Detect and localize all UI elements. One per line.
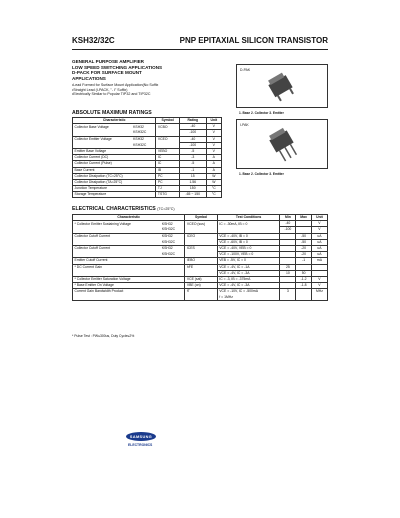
table-header-row: Characteristic Symbol Test Conditions Min Max Unit	[73, 215, 328, 221]
table-row: VCE = -4V, IC = -3A 10 50	[73, 270, 328, 276]
table-row: Collector Current (DC) IC -3 A	[73, 155, 222, 161]
table-row: Storage Temperature TSTG -65 ~ 150 °C	[73, 192, 222, 198]
table-row: Base Current IB -1 A	[73, 167, 222, 173]
samsung-logo	[126, 432, 156, 441]
table-row: Collector Base Voltage KSH32 VCBO -40 V	[73, 124, 222, 130]
table-row: * Collector Emitter Sustaining Voltage KSH32 VCEO (sus) IC = -30mA, IB = 0 -40 V	[73, 221, 328, 227]
ipak-package-box	[236, 119, 328, 176]
abs-max-title: ABSOLUTE MAXIMUM RATINGS	[72, 110, 152, 116]
feature-item: • Straight Lead (I-PACK, "- I" Suffix)	[72, 88, 232, 93]
table-row: KSH32C -100 V	[73, 142, 222, 148]
abs-max-table	[72, 117, 222, 198]
table-row: KSH32C VCE = -60V, IB = 0 -50 uA	[73, 239, 328, 245]
elec-title-note: (TC=25°C)	[157, 207, 175, 211]
table-row: Emitter Cutoff Current IEBO VEB = -5V, IC = 0 -1 mA	[73, 258, 328, 264]
table-header-row: Characteristic Symbol Rating Unit	[73, 118, 222, 124]
feature-item: • Lead Formed for Surface Mount Application(No Suffix	[72, 83, 232, 88]
table-row: * Base Emitter On Voltage VBE (on) VCE = -4V, IC = -3A -1.8 V	[73, 283, 328, 289]
table-row: Collector Current (Pulse) IC -5 A	[73, 161, 222, 167]
features-heading: GENERAL PURPOSE AMPLIFIER LOW SPEED SWITCHING APPLICATIONS D-PACK FOR SURFACE MOUNT APPLICATIONS	[72, 59, 163, 81]
dpak-pin-caption: 1. Base 2. Collector 3. Emitter	[239, 111, 284, 115]
ipak-pin-caption: 1. Base 2. Collector 3. Emitter	[239, 172, 284, 176]
header-rule	[72, 49, 328, 50]
feature-item: • Electrically Similar to Popular TIP32 and TIP32C	[72, 92, 232, 97]
ipak-label: I-PAK	[240, 123, 249, 127]
pulse-test-footnote: * Pulse Test : PW≤300us, Duty Cycle≤2%	[72, 334, 134, 338]
table-row: KSH32C -100 V	[73, 130, 222, 136]
dpak-package-box	[236, 64, 328, 115]
elec-title: ELECTRICAL CHARACTERISTICS (TC=25°C)	[72, 206, 175, 212]
table-row: KSH32C -100 V	[73, 227, 328, 233]
table-row: * Collector Emitter Saturation Voltage VCE (sat) IC = -3, IB = -375mA -1.2 V	[73, 276, 328, 282]
elec-table	[72, 214, 328, 301]
table-row: Collector Cutoff Current KSH32 ICEO VCE = -40V, IB = 0 -50 uA	[73, 233, 328, 239]
dpak-package-icon	[237, 65, 327, 107]
features-list	[72, 83, 232, 97]
table-row: Collector Cutoff Current KSH32 ICES VCE = -40V, VEB = 0 -20 uA	[73, 245, 328, 251]
table-row: Collector Emitter Voltage KSH32 VCEO -40 V	[73, 136, 222, 142]
table-row: * DC Current Gain hFE VCE = -4V, IC = -1A 25	[73, 264, 328, 270]
part-number: KSH32/32C	[72, 36, 115, 45]
table-row: KSH32C VCE = -100V, VEB = 0 -20 uA	[73, 252, 328, 258]
table-row: Current Gain Bandwidth Product fT VCE = -10V, IC = -500mA 3 MHz	[73, 289, 328, 295]
samsung-logo-text: SAMSUNG	[129, 434, 153, 439]
samsung-electronics-label: ELECTRONICS	[128, 443, 153, 447]
ipak-package-icon	[237, 120, 327, 168]
table-row: Emitter Base Voltage VEBO -5 V	[73, 148, 222, 154]
table-row: Collector Dissipation (TA=25°C) PC 1.56 W	[73, 179, 222, 185]
table-row: f = 1MHz	[73, 294, 328, 300]
document-title: PNP EPITAXIAL SILICON TRANSISTOR	[179, 36, 328, 45]
table-row: Junction Temperature TJ 150 °C	[73, 186, 222, 192]
table-row: Collector Dissipation (TC=25°C) PC 15 W	[73, 173, 222, 179]
dpak-label: D-PAK	[240, 68, 251, 72]
